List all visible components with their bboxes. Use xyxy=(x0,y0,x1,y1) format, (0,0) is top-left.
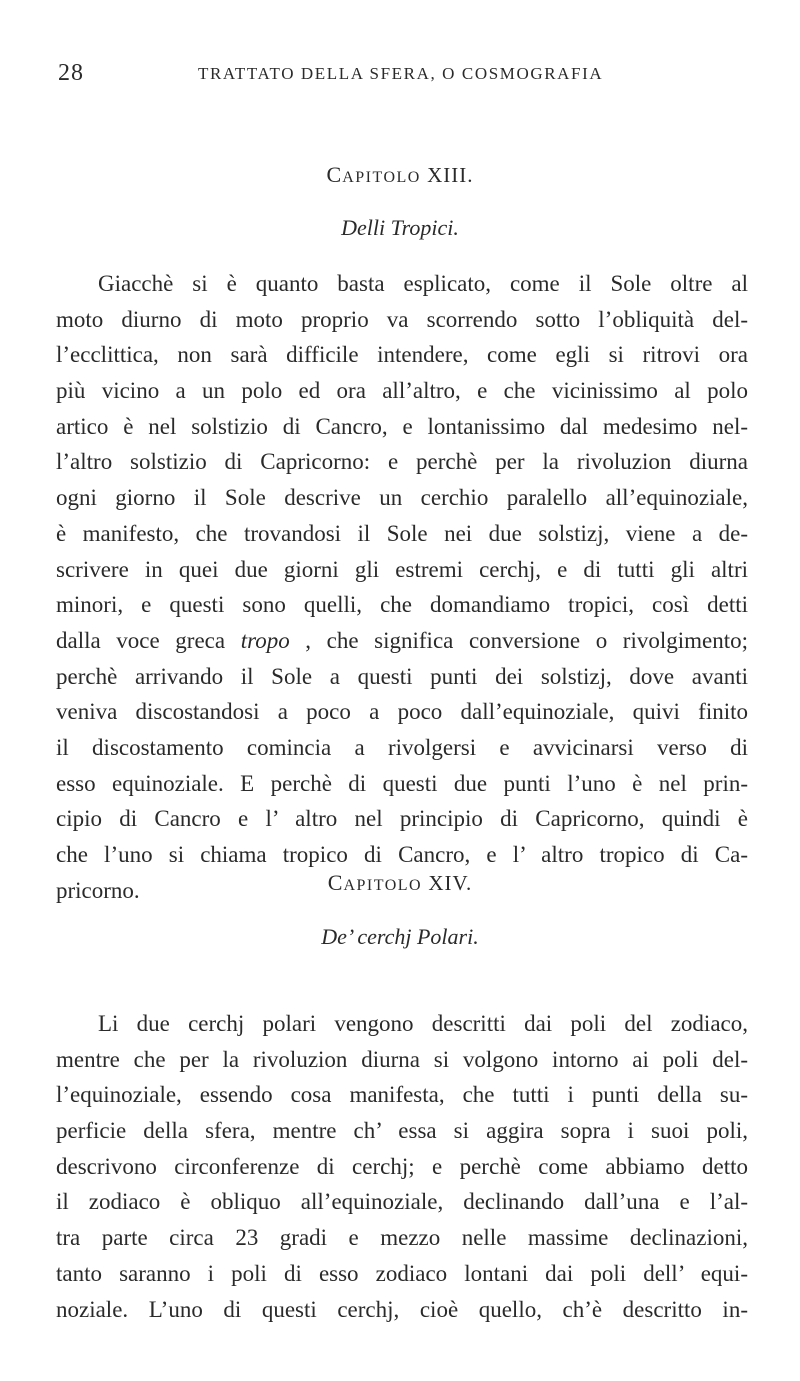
text-line: che l’uno si chiama tropico di Cancro, e l’ altro tropico di Ca- xyxy=(56,842,748,867)
text-line: il discostamento comincia a rivolgersi e avvicinarsi verso di xyxy=(56,734,748,760)
text-line: noziale. L’uno di questi cerchj, cioè quello, ch’è descritto in- xyxy=(56,1296,748,1322)
text-line: Giacchè si è quanto basta esplicato, come il Sole oltre al xyxy=(98,271,748,296)
text-line: tra parte circa 23 gradi e mezzo nelle massime declinazioni, xyxy=(56,1225,748,1251)
running-title: TRATTATO DELLA SFERA, O COSMOGRAFIA xyxy=(198,64,604,83)
chapter-14-heading xyxy=(0,870,800,896)
chapter-14-heading-word: APITOLO xyxy=(343,877,423,894)
chapter-13-number: XIII. xyxy=(427,163,474,187)
text-line: più vicino a un polo ed ora all’altro, e che vicinissimo al polo xyxy=(56,378,748,404)
text-line: Li due cerchj polari vengono descritti dai poli del zodiaco, xyxy=(98,1011,748,1036)
text-line: descrivono circonferenze di cerchj; e perchè come abbiamo detto xyxy=(56,1153,748,1179)
chapter-13-heading-initial: C xyxy=(326,162,343,187)
chapter-14-number: XIV. xyxy=(428,871,473,895)
chapter-14-title: De’ cerchj Polari. xyxy=(321,924,479,949)
italic-word-tropo: tropo xyxy=(240,627,290,653)
text-line: perchè arrivando il Sole a questi punti dei solstizj, dove avanti xyxy=(56,663,748,689)
text-line: moto diurno di moto proprio va scorrendo sotto l’obliquità del- xyxy=(56,306,748,332)
text-line: scrivere in quei due giorni gli estremi cerchj, e di tutti gli altri xyxy=(56,556,748,582)
text-line: pricorno. xyxy=(56,877,140,903)
text-line: tanto saranno i poli di esso zodiaco lontani dai poli dell’ equi- xyxy=(56,1260,748,1286)
text-line-with-italic-word: dalla voce greca tropo , che significa conversione o rivolgimento; xyxy=(56,627,748,653)
chapter-13-paragraph xyxy=(56,266,748,908)
text-line: esso equinoziale. E perchè di questi due punti l’uno è nel prin- xyxy=(56,770,748,796)
text-line: minori, e questi sono quelli, che domandiamo tropici, così detti xyxy=(56,592,748,618)
text-line: ogni giorno il Sole descrive un cerchio paralello all’equinoziale, xyxy=(56,485,748,511)
text-line: è manifesto, che trovandosi il Sole nei due solstizj, viene a de- xyxy=(56,520,748,546)
text-line: cipio di Cancro e l’ altro nel principio di Capricorno, quindi è xyxy=(56,806,748,832)
chapter-14-paragraph xyxy=(56,1006,748,1327)
text-line: artico è nel solstizio di Cancro, e lontanissimo dal medesimo nel- xyxy=(56,413,748,439)
page-number: 28 xyxy=(58,60,84,86)
chapter-13-heading-word: APITOLO xyxy=(342,169,421,186)
text-line: veniva discostandosi a poco a poco dall’equinoziale, quivi finito xyxy=(56,699,748,725)
text-line: mentre che per la rivoluzion diurna si volgono intorno ai poli del- xyxy=(56,1046,748,1072)
chapter-13-title: Delli Tropici. xyxy=(341,215,459,240)
text-line: l’altro solstizio di Capricorno: e perchè per la rivoluzion diurna xyxy=(56,449,748,475)
chapter-14-heading-initial: C xyxy=(327,870,344,895)
chapter-13-heading xyxy=(0,162,800,188)
text-line: perficie della sfera, mentre ch’ essa si aggira sopra i suoi poli, xyxy=(56,1118,748,1144)
running-head xyxy=(58,60,744,90)
text-line: l’ecclittica, non sarà difficile intendere, come egli si ritrovi ora xyxy=(56,342,748,368)
text-line: il zodiaco è obliquo all’equinoziale, declinando dall’una e l’al- xyxy=(56,1189,748,1215)
text-line: l’equinoziale, essendo cosa manifesta, che tutti i punti della su- xyxy=(56,1082,748,1108)
